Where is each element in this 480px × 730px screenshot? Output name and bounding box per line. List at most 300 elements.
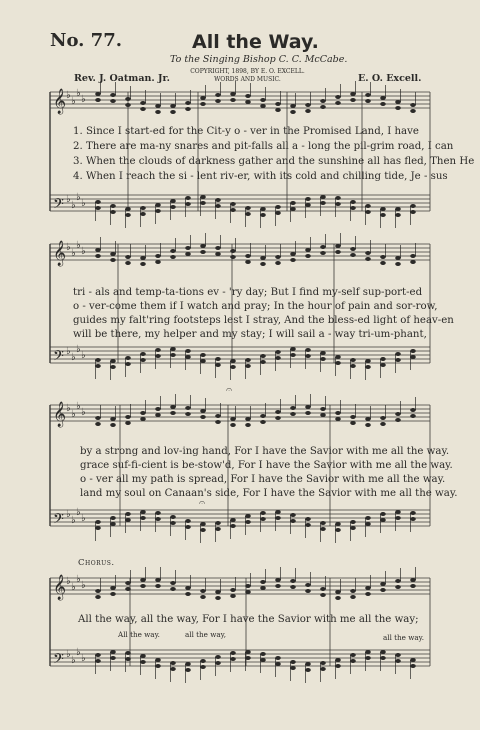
verse-line: o - ver all my path is spread, For I have the Savior with me all the way.	[80, 474, 446, 485]
svg-text:♭: ♭	[76, 88, 81, 99]
note-head	[95, 659, 101, 663]
note-head	[365, 93, 371, 97]
note-head	[305, 103, 311, 107]
svg-text:♭: ♭	[71, 655, 76, 666]
note-head	[410, 517, 416, 521]
note-head	[320, 99, 326, 103]
note-head	[380, 363, 386, 367]
note-head	[365, 99, 371, 103]
note-head	[155, 104, 161, 108]
note-head	[125, 421, 131, 425]
note-head	[110, 650, 116, 654]
chorus-label: Chorus.	[78, 558, 115, 568]
note-head	[305, 668, 311, 672]
note-head	[200, 201, 206, 205]
note-head	[275, 662, 281, 666]
note-head	[170, 515, 176, 519]
note-head	[230, 423, 236, 427]
note-head	[125, 255, 131, 259]
note-head	[350, 364, 356, 368]
note-head	[305, 662, 311, 666]
note-head	[350, 659, 356, 663]
treble-clef-icon: 𝄞	[53, 575, 67, 600]
note-head	[395, 352, 401, 356]
note-head	[410, 260, 416, 264]
note-head	[410, 408, 416, 412]
note-head	[260, 262, 266, 266]
note-head	[410, 584, 416, 588]
note-head	[110, 586, 116, 590]
note-head	[260, 213, 266, 217]
note-head	[170, 581, 176, 585]
note-head	[305, 411, 311, 415]
note-head	[320, 105, 326, 109]
note-head	[245, 423, 251, 427]
note-head	[185, 202, 191, 206]
note-head	[365, 251, 371, 255]
note-head	[335, 244, 341, 248]
note-head	[380, 588, 386, 592]
note-head	[305, 517, 311, 521]
note-head	[380, 207, 386, 211]
note-head	[155, 511, 161, 515]
treble-clef-icon: 𝄞	[53, 241, 67, 266]
note-head	[230, 255, 236, 259]
treble-clef-icon: 𝄞	[53, 89, 67, 114]
note-head	[410, 664, 416, 668]
note-head	[110, 204, 116, 208]
verse-line: guides my falt'ring footsteps lest I stray, And the bless-ed light of heav-en	[73, 315, 454, 326]
note-head	[260, 104, 266, 108]
note-head	[95, 254, 101, 258]
note-head	[290, 666, 296, 670]
note-head	[185, 412, 191, 416]
svg-text:♭: ♭	[76, 192, 81, 203]
bass-clef-icon: 𝄢	[53, 196, 64, 216]
note-head	[290, 353, 296, 357]
verse-line: will be there, my helper and my stay; I will sail a - way tri-um-phant,	[73, 329, 427, 340]
note-head	[200, 244, 206, 248]
note-head	[215, 99, 221, 103]
note-head	[230, 518, 236, 522]
svg-text:♭: ♭	[76, 240, 81, 251]
note-head	[290, 585, 296, 589]
note-head	[320, 351, 326, 355]
verse-line: 3. When the clouds of darkness gather and the sunshine all has fled, Then He	[73, 156, 475, 167]
note-head	[230, 365, 236, 369]
note-head	[350, 206, 356, 210]
svg-text:♭: ♭	[76, 507, 81, 518]
note-head	[320, 201, 326, 205]
note-head	[170, 353, 176, 357]
note-head	[275, 261, 281, 265]
note-head	[305, 583, 311, 587]
note-head	[140, 516, 146, 520]
note-head	[335, 411, 341, 415]
note-head	[155, 517, 161, 521]
verse-line: by a strong and lov-ing hand, For I have the Savior with me all the way.	[80, 446, 450, 457]
svg-text:♭: ♭	[66, 90, 71, 101]
lyricist: Rev. J. Oatman. Jr.	[74, 73, 170, 84]
note-head	[170, 199, 176, 203]
note-head	[185, 519, 191, 523]
note-head	[200, 589, 206, 593]
note-head	[245, 206, 251, 210]
note-head	[155, 348, 161, 352]
note-head	[380, 96, 386, 100]
staff-treble-2	[50, 244, 430, 260]
note-head	[395, 100, 401, 104]
note-head	[200, 96, 206, 100]
note-head	[290, 347, 296, 351]
note-head	[200, 665, 206, 669]
note-head	[140, 411, 146, 415]
note-head	[95, 98, 101, 102]
note-head	[245, 260, 251, 264]
bass-clef-icon: 𝄢	[53, 348, 64, 368]
note-head	[200, 195, 206, 199]
note-head	[140, 101, 146, 105]
note-head	[185, 525, 191, 529]
note-head	[350, 253, 356, 257]
note-head	[125, 213, 131, 217]
note-head	[95, 206, 101, 210]
note-head	[305, 348, 311, 352]
note-head	[275, 516, 281, 520]
note-head	[320, 251, 326, 255]
note-head	[275, 205, 281, 209]
note-head	[410, 578, 416, 582]
note-head	[260, 517, 266, 521]
note-head	[170, 249, 176, 253]
note-head	[215, 357, 221, 361]
note-head	[320, 413, 326, 417]
note-head	[200, 659, 206, 663]
note-head	[275, 510, 281, 514]
note-head	[95, 364, 101, 368]
note-head	[365, 210, 371, 214]
svg-text:♭: ♭	[76, 647, 81, 658]
note-head	[290, 104, 296, 108]
note-head	[290, 201, 296, 205]
note-head	[110, 592, 116, 596]
note-head	[215, 521, 221, 525]
note-head	[335, 522, 341, 526]
note-head	[140, 660, 146, 664]
note-head	[140, 107, 146, 111]
note-head	[215, 527, 221, 531]
note-head	[110, 423, 116, 427]
note-head	[395, 510, 401, 514]
note-head	[185, 406, 191, 410]
svg-text:♭: ♭	[81, 653, 86, 664]
svg-text:♭: ♭	[66, 242, 71, 253]
note-head	[335, 590, 341, 594]
note-head	[170, 521, 176, 525]
note-head	[260, 420, 266, 424]
note-head	[350, 520, 356, 524]
note-head	[350, 98, 356, 102]
note-head	[365, 656, 371, 660]
note-head	[275, 350, 281, 354]
note-head	[140, 352, 146, 356]
note-head	[305, 109, 311, 113]
note-head	[125, 651, 131, 655]
note-head	[305, 197, 311, 201]
note-head	[155, 413, 161, 417]
note-head	[125, 518, 131, 522]
note-head	[230, 594, 236, 598]
note-head	[410, 355, 416, 359]
note-head	[245, 358, 251, 362]
note-head	[215, 596, 221, 600]
note-head	[410, 658, 416, 662]
note-head	[410, 210, 416, 214]
note-head	[155, 407, 161, 411]
note-head	[245, 514, 251, 518]
note-head	[380, 102, 386, 106]
note-head	[110, 516, 116, 520]
note-head	[275, 410, 281, 414]
note-head	[395, 659, 401, 663]
svg-text:♭: ♭	[76, 401, 81, 412]
chorus-echo: all the way.	[383, 633, 425, 642]
verse-line: tri - als and temp-ta-tions ev - 'ry day; But I find my-self sup-port-ed	[73, 287, 423, 298]
note-head	[110, 258, 116, 262]
note-head	[365, 359, 371, 363]
note-head	[110, 210, 116, 214]
note-head	[395, 213, 401, 217]
note-head	[320, 667, 326, 671]
note-head	[245, 650, 251, 654]
note-head	[215, 363, 221, 367]
note-head	[170, 587, 176, 591]
note-head	[260, 360, 266, 364]
note-head	[155, 203, 161, 207]
svg-text:♭: ♭	[71, 248, 76, 259]
note-head	[170, 347, 176, 351]
note-head	[320, 527, 326, 531]
svg-text:♭: ♭	[76, 344, 81, 355]
note-head	[95, 358, 101, 362]
note-head	[140, 256, 146, 260]
note-head	[125, 512, 131, 516]
svg-text:♭: ♭	[66, 649, 71, 660]
composer: E. O. Excell.	[358, 73, 422, 84]
note-head	[245, 584, 251, 588]
note-head	[320, 245, 326, 249]
note-head	[155, 658, 161, 662]
note-head	[155, 578, 161, 582]
note-head	[170, 667, 176, 671]
svg-text:♭: ♭	[71, 200, 76, 211]
note-head	[200, 102, 206, 106]
note-head	[395, 585, 401, 589]
note-head	[140, 654, 146, 658]
note-head	[215, 252, 221, 256]
note-head	[155, 354, 161, 358]
note-head	[230, 359, 236, 363]
note-head	[290, 252, 296, 256]
note-head	[380, 650, 386, 654]
note-head	[350, 247, 356, 251]
note-head	[185, 101, 191, 105]
note-head	[245, 656, 251, 660]
note-head	[395, 579, 401, 583]
note-head	[155, 254, 161, 258]
note-head	[260, 207, 266, 211]
note-head	[140, 262, 146, 266]
dedication: To the Singing Bishop C. C. McCabe.	[170, 54, 348, 65]
staff-treble-3	[50, 405, 430, 421]
note-head	[185, 349, 191, 353]
note-head	[365, 586, 371, 590]
note-head	[335, 202, 341, 206]
note-head	[95, 422, 101, 426]
note-head	[95, 416, 101, 420]
note-head	[365, 204, 371, 208]
svg-text:♭: ♭	[66, 576, 71, 587]
note-head	[320, 195, 326, 199]
note-head	[245, 417, 251, 421]
note-head	[125, 415, 131, 419]
note-head	[215, 246, 221, 250]
note-head	[140, 510, 146, 514]
note-head	[125, 207, 131, 211]
note-head	[110, 99, 116, 103]
note-head	[275, 102, 281, 106]
note-head	[200, 595, 206, 599]
note-head	[125, 587, 131, 591]
note-head	[230, 98, 236, 102]
note-head	[215, 661, 221, 665]
note-head	[320, 587, 326, 591]
note-head	[170, 255, 176, 259]
note-head	[170, 104, 176, 108]
note-head	[380, 261, 386, 265]
chorus-echo: All the way.	[118, 630, 160, 639]
note-head	[215, 198, 221, 202]
note-head	[110, 365, 116, 369]
note-head	[260, 652, 266, 656]
copyright-scope: WORDS AND MUSIC.	[214, 76, 281, 83]
note-head	[230, 202, 236, 206]
note-head	[380, 416, 386, 420]
note-head	[275, 578, 281, 582]
note-head	[155, 664, 161, 668]
svg-text:♭: ♭	[81, 513, 86, 524]
note-head	[350, 421, 356, 425]
note-head	[395, 256, 401, 260]
note-head	[185, 355, 191, 359]
system2-verses	[73, 286, 454, 342]
system3-verses	[80, 445, 457, 501]
svg-text:♭: ♭	[81, 407, 86, 418]
note-head	[290, 412, 296, 416]
staff-bass-2	[50, 347, 430, 363]
note-head	[185, 668, 191, 672]
note-head	[170, 405, 176, 409]
svg-text:♭: ♭	[71, 515, 76, 526]
note-head	[95, 200, 101, 204]
note-head	[125, 581, 131, 585]
note-head	[275, 656, 281, 660]
note-head	[305, 589, 311, 593]
note-head	[395, 262, 401, 266]
note-head	[410, 254, 416, 258]
note-head	[335, 664, 341, 668]
note-head	[185, 592, 191, 596]
note-head	[380, 255, 386, 259]
bass-clef-icon: 𝄢	[53, 511, 64, 531]
note-head	[95, 92, 101, 96]
note-head	[155, 209, 161, 213]
note-head	[125, 657, 131, 661]
note-head	[380, 512, 386, 516]
note-head	[410, 109, 416, 113]
chorus-echo: all the way,	[185, 630, 227, 639]
note-head	[395, 516, 401, 520]
note-head	[365, 592, 371, 596]
note-head	[350, 415, 356, 419]
note-head	[260, 511, 266, 515]
note-head	[275, 211, 281, 215]
note-head	[200, 528, 206, 532]
note-head	[335, 95, 341, 99]
hymn-title: All the Way.	[192, 31, 319, 53]
note-head	[395, 418, 401, 422]
note-head	[350, 200, 356, 204]
note-head	[335, 250, 341, 254]
note-head	[290, 513, 296, 517]
note-head	[380, 422, 386, 426]
note-head	[230, 524, 236, 528]
note-head	[365, 365, 371, 369]
note-head	[365, 423, 371, 427]
staff-treble-1	[50, 92, 430, 108]
note-head	[215, 204, 221, 208]
note-head	[290, 258, 296, 262]
svg-text:♭: ♭	[76, 574, 81, 585]
chorus-text: All the way, all the way, For I have the Savior with me all the way;	[78, 614, 419, 625]
staff-bass-3	[50, 510, 430, 526]
note-head	[95, 653, 101, 657]
staff-treble-4	[50, 578, 430, 594]
note-head	[185, 107, 191, 111]
note-head	[245, 520, 251, 524]
note-head	[260, 658, 266, 662]
svg-text:♭: ♭	[81, 580, 86, 591]
note-head	[155, 110, 161, 114]
staff-bass-1	[50, 195, 430, 211]
note-head	[185, 662, 191, 666]
verse-line: land my soul on Canaan's side, For I have the Savior with me all the way.	[80, 488, 458, 499]
note-head	[365, 650, 371, 654]
note-head	[335, 361, 341, 365]
note-head	[140, 417, 146, 421]
note-head	[320, 521, 326, 525]
note-head	[245, 590, 251, 594]
note-head	[95, 248, 101, 252]
svg-text:♭: ♭	[66, 403, 71, 414]
note-head	[320, 357, 326, 361]
note-head	[365, 257, 371, 261]
note-head	[305, 523, 311, 527]
note-head	[230, 92, 236, 96]
note-head	[290, 660, 296, 664]
note-head	[395, 412, 401, 416]
note-head	[410, 103, 416, 107]
